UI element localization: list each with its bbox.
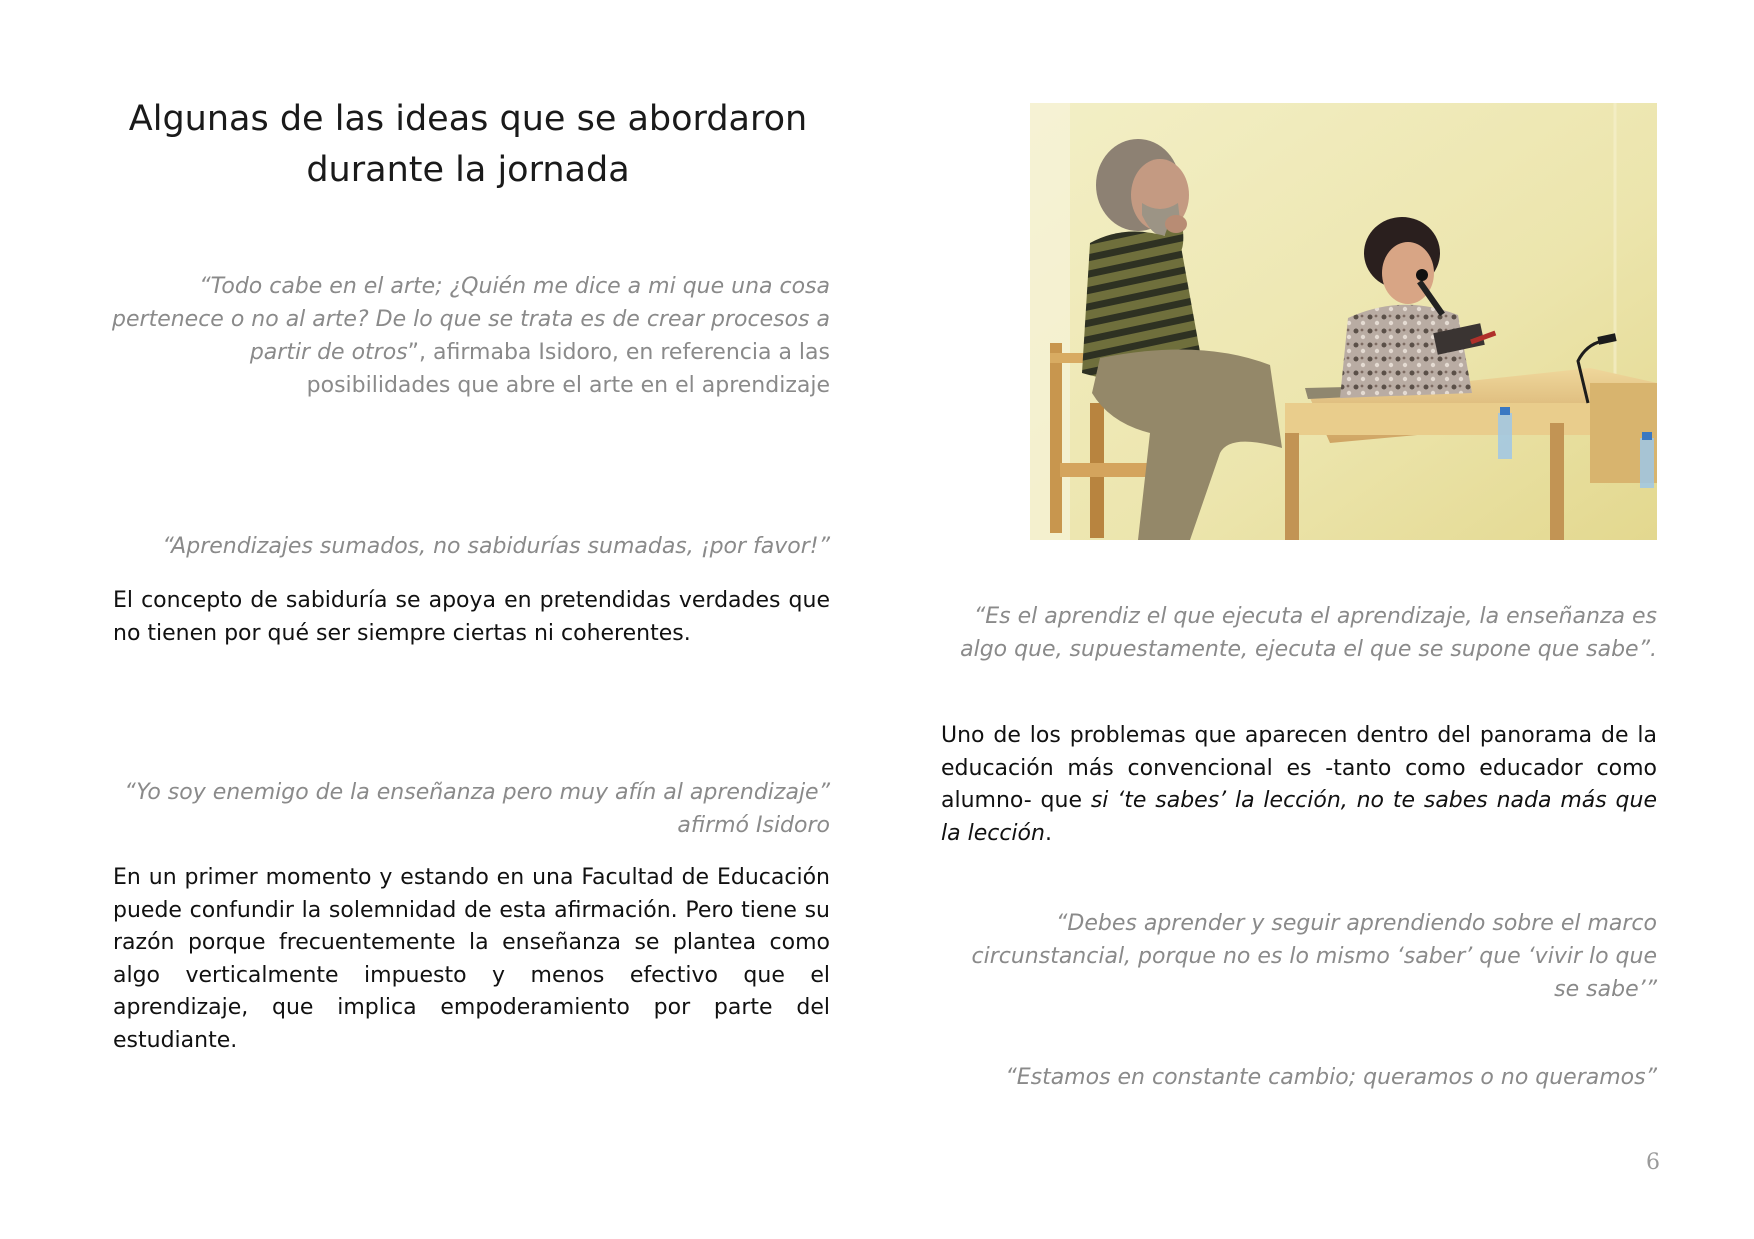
quote-constante-cambio (955, 1061, 1657, 1094)
quote-enemigo-ensenanza (108, 776, 830, 842)
quote-todo-cabe (108, 270, 830, 402)
quote-constante-cambio-text: “Estamos en constante cambio; queramos o no queramos” (1005, 1065, 1657, 1090)
quote-aprendizajes-sumados (108, 530, 830, 563)
paragraph-problemas-end: . (1044, 820, 1052, 846)
quote-todo-cabe-attribution: ”, afirmaba Isidoro, en referencia a las posibilidades que abre el arte en el aprendizaje (306, 340, 830, 398)
quote-aprendizajes-sumados-text: “Aprendizajes sumados, no sabidurías sumadas, ¡por favor!” (162, 534, 830, 559)
speakers-photo (1030, 103, 1657, 540)
paragraph-problemas-normal: Uno de los problemas que aparecen dentro del panorama de la educación más convencional es -tanto como educador como alumno- que (941, 723, 1657, 813)
quote-marco-circunstancial (955, 907, 1657, 1006)
page-number: 6 (1646, 1150, 1660, 1175)
quote-todo-cabe-italic: “Todo cabe en el arte; ¿Quién me dice a mi que una cosa pertenece o no al arte? De lo que se trata es de crear procesos a partir de otros (112, 274, 830, 365)
quote-marco-circunstancial-text: “Debes aprender y seguir aprendiendo sobre el marco circunstancial, porque no es lo mismo ‘saber’ que ‘vivir lo que se sabe’” (971, 911, 1657, 1002)
quote-aprendiz-ejecuta-text: “Es el aprendiz el que ejecuta el aprendizaje, la enseñanza es algo que, supuestamente, ejecuta el que se supone que sabe”. (960, 604, 1657, 662)
title-line-2: durante la jornada (306, 150, 630, 190)
quote-aprendiz-ejecuta (955, 600, 1657, 666)
paragraph-problemas-italic: si ‘te sabes’ la lección, no te sabes nada más que la lección (941, 788, 1657, 846)
quote-enemigo-ensenanza-text: “Yo soy enemigo de la enseñanza pero muy afín al aprendizaje” afirmó Isidoro (124, 780, 830, 838)
paragraph-problemas-educacion (941, 720, 1657, 850)
paragraph-facultad: En un primer momento y estando en una Facultad de Educación puede confundir la solemnidad de esta afirmación. Pero tiene su razón porque frecuentemente la enseñanza se plantea como algo verticalmente impuesto y menos efectivo que el aprendizaje, que implica empoderamiento por parte del estudiante. (113, 865, 830, 1053)
paragraph-sabiduria: El concepto de sabiduría se apoya en pretendidas verdades que no tienen por qué ser siempre ciertas ni coherentes. (113, 588, 830, 646)
page-title (108, 94, 828, 196)
title-line-1: Algunas de las ideas que se abordaron (128, 99, 808, 139)
